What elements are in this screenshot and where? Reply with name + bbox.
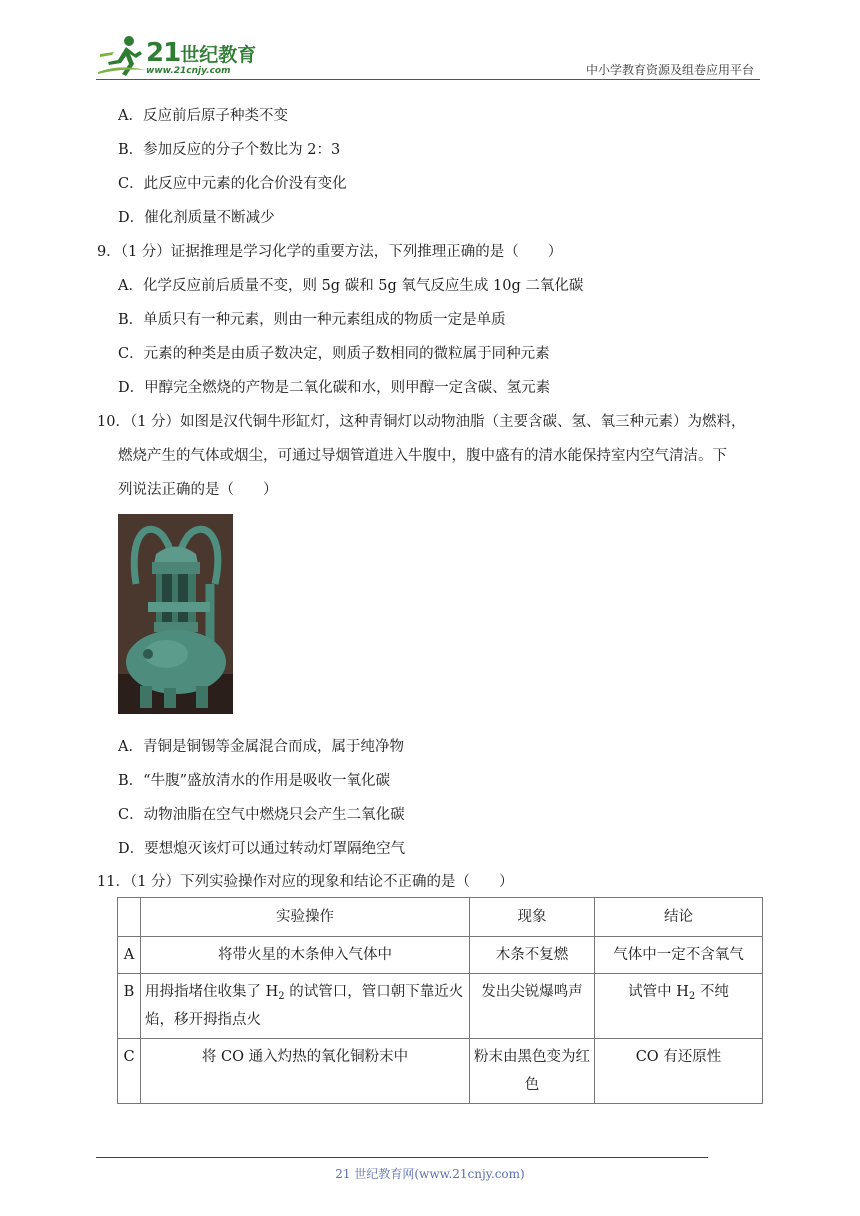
q10-stem-line-2: 燃烧产生的气体或烟尘，可通过导烟管道进入牛腹中，腹中盛有的清水能保持室内空气清洁。下	[118, 448, 727, 464]
q10-stem-line-3: 列说法正确的是（ ）	[118, 482, 278, 498]
row-phenomenon: 粉末由黑色变为红色	[470, 1039, 595, 1104]
logo-text: 21世纪教育	[146, 38, 257, 68]
table-header-label	[118, 898, 141, 937]
table-header-phenomenon: 现象	[470, 898, 595, 937]
q10-option-b: B．“牛腹”盛放清水的作用是吸收一氧化碳	[118, 773, 390, 789]
header-divider	[96, 79, 760, 80]
q10-stem-line-1: 10．（1 分）如图是汉代铜牛形缸灯，这种青铜灯以动物油脂（主要含碳、氢、氧三种元素）为燃料，	[97, 414, 746, 430]
runner-logo-icon	[96, 34, 148, 80]
row-operation: 将 CO 通入灼热的氧化铜粉末中	[141, 1039, 470, 1104]
q9-option-a: A．化学反应前后质量不变，则 5g 碳和 5g 氧气反应生成 10g 二氧化碳	[118, 278, 584, 294]
site-logo	[96, 34, 256, 80]
table-row	[118, 1039, 763, 1104]
row-operation: 用拇指堵住收集了 $H_2$ 的试管口，管口朝下靠近火焰，移开拇指点火	[141, 974, 470, 1039]
row-conclusion: CO 有还原性	[595, 1039, 763, 1104]
row-phenomenon: 木条不复燃	[470, 937, 595, 974]
footer-text: 21 世纪教育网(www.21cnjy.com)	[335, 1167, 525, 1181]
q8-option-c: C．此反应中元素的化合价没有变化	[118, 176, 347, 192]
table-row	[118, 974, 763, 1039]
q9-option-b: B．单质只有一种元素，则由一种元素组成的物质一定是单质	[118, 312, 506, 328]
row-conclusion: 气体中一定不含氧气	[595, 937, 763, 974]
q8-option-d: D．催化剂质量不断减少	[118, 210, 275, 226]
q11-stem: 11．（1 分）下列实验操作对应的现象和结论不正确的是（ ）	[97, 874, 514, 890]
table-header-conclusion: 结论	[595, 898, 763, 937]
table-header-row	[118, 898, 763, 937]
row-operation: 将带火星的木条伸入气体中	[141, 937, 470, 974]
table-header-operation: 实验操作	[141, 898, 470, 937]
row-label: C	[118, 1039, 141, 1104]
q10-option-d: D．要想熄灭该灯可以通过转动灯罩隔绝空气	[118, 841, 406, 857]
experiment-table	[117, 897, 763, 1104]
footer-divider	[96, 1157, 708, 1158]
row-conclusion: 试管中 $H_2$ 不纯	[595, 974, 763, 1039]
row-phenomenon: 发出尖锐爆鸣声	[470, 974, 595, 1039]
q8-option-b: B．参加反应的分子个数比为 2：3	[118, 142, 341, 158]
logo-url: www.21cnjy.com	[146, 66, 231, 76]
q9-option-c: C．元素的种类是由质子数决定，则质子数相同的微粒属于同种元素	[118, 346, 550, 362]
q10-option-a: A．青铜是铜锡等金属混合而成，属于纯净物	[118, 739, 404, 755]
table-row	[118, 937, 763, 974]
q8-option-a: A．反应前后原子种类不变	[118, 108, 288, 124]
row-label: A	[118, 937, 141, 974]
bronze-ox-lamp-image	[118, 514, 233, 714]
q9-option-d: D．甲醇完全燃烧的产物是二氧化碳和水，则甲醇一定含碳、氢元素	[118, 380, 551, 396]
row-label: B	[118, 974, 141, 1039]
q10-option-c: C．动物油脂在空气中燃烧只会产生二氧化碳	[118, 807, 405, 823]
q9-stem: 9．（1 分）证据推理是学习化学的重要方法，下列推理正确的是（ ）	[97, 244, 563, 260]
platform-name: 中小学教育资源及组卷应用平台	[585, 63, 754, 77]
